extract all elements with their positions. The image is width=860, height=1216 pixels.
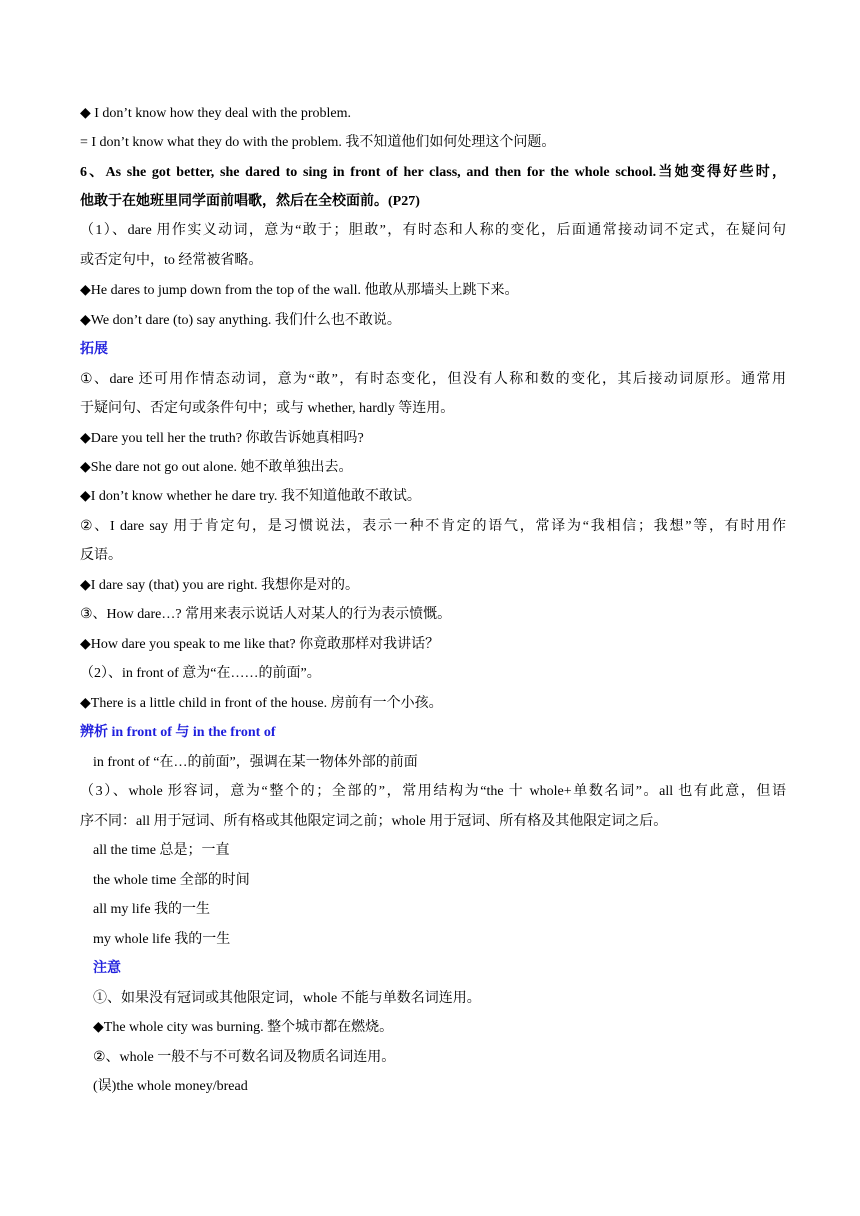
example-sentence: = I don’t know what they do with the problem. 我不知道他们如何处理这个问题。 bbox=[80, 135, 556, 150]
item-6-heading-cont: 他敢于在她班里同学面前唱歌，然后在全校面前。(P27) bbox=[80, 194, 420, 209]
phrase-example: the whole time 全部的时间 bbox=[93, 873, 250, 888]
item-6-heading: 6、As she got better, she dared to sing in front of her class, and then for the whole school.当她变得好些时， bbox=[80, 165, 786, 180]
phrase-example: my whole life 我的一生 bbox=[93, 932, 231, 947]
paragraph-modal-dare-cont: 于疑问句、否定句或条件句中；或与 whether, hardly 等连用。 bbox=[80, 401, 455, 416]
example-sentence: ◆I dare say (that) you are right. 我想你是对的。 bbox=[80, 578, 360, 593]
example-sentence: ◆She dare not go out alone. 她不敢单独出去。 bbox=[80, 460, 353, 475]
phrase-example: all my life 我的一生 bbox=[93, 902, 211, 917]
paragraph-i-dare-say: ②、I dare say 用于肯定句，是习惯说法，表示一种不肯定的语气，常译为“我相信；我想”等，有时用作 bbox=[80, 519, 786, 534]
paragraph-modal-dare: ①、dare 还可用作情态动词，意为“敢”，有时态变化，但没有人称和数的变化，其后接动词原形。通常用 bbox=[80, 372, 786, 387]
phrase-example: all the time 总是；一直 bbox=[93, 843, 230, 858]
paragraph-whole-cont: 序不同：all 用于冠词、所有格或其他限定词之前；whole 用于冠词、所有格及其他限定词之后。 bbox=[80, 814, 668, 829]
example-sentence: ◆The whole city was burning. 整个城市都在燃烧。 bbox=[93, 1020, 394, 1035]
note-item-2: ②、whole 一般不与不可数名词及物质名词连用。 bbox=[93, 1050, 396, 1065]
note-item-1: ①、如果没有冠词或其他限定词，whole 不能与单数名词连用。 bbox=[93, 991, 481, 1006]
example-sentence: ◆I don’t know whether he dare try. 我不知道他敢不敢试。 bbox=[80, 489, 421, 504]
section-label-note: 注意 bbox=[93, 961, 121, 976]
comparison-note: in front of “在…的前面”，强调在某一物体外部的前面 bbox=[93, 755, 418, 770]
example-sentence: ◆We don’t dare (to) say anything. 我们什么也不敢说。 bbox=[80, 313, 401, 328]
example-sentence: ◆He dares to jump down from the top of the wall. 他敢从那墙头上跳下来。 bbox=[80, 283, 519, 298]
paragraph-whole: （3）、whole 形容词，意为“整个的；全部的”，常用结构为“the 十 whole+单数名词”。all 也有此意，但语 bbox=[80, 784, 786, 799]
section-label-extension: 拓展 bbox=[80, 342, 108, 357]
example-sentence: ◆Dare you tell her the truth? 你敢告诉她真相吗? bbox=[80, 431, 364, 446]
example-sentence: ◆There is a little child in front of the house. 房前有一个小孩。 bbox=[80, 696, 443, 711]
paragraph-i-dare-say-cont: 反语。 bbox=[80, 548, 122, 563]
example-sentence: ◆How dare you speak to me like that? 你竟敢那样对我讲话？ bbox=[80, 637, 440, 652]
paragraph-dare-verb: （1）、dare 用作实义动词，意为“敢于；胆敢”，有时态和人称的变化，后面通常接动词不定式，在疑问句 bbox=[80, 223, 786, 238]
paragraph-dare-verb-cont: 或否定句中，to 经常被省略。 bbox=[80, 253, 263, 268]
example-sentence: ◆ I don’t know how they deal with the problem. bbox=[80, 106, 352, 121]
wrong-usage-example: (误)the whole money/bread bbox=[93, 1079, 248, 1094]
section-label-comparison: 辨析 in front of 与 in the front of bbox=[80, 725, 276, 740]
paragraph-in-front-of: （2）、in front of 意为“在……的前面”。 bbox=[80, 666, 321, 681]
paragraph-how-dare: ③、How dare…? 常用来表示说话人对某人的行为表示愤慨。 bbox=[80, 607, 452, 622]
